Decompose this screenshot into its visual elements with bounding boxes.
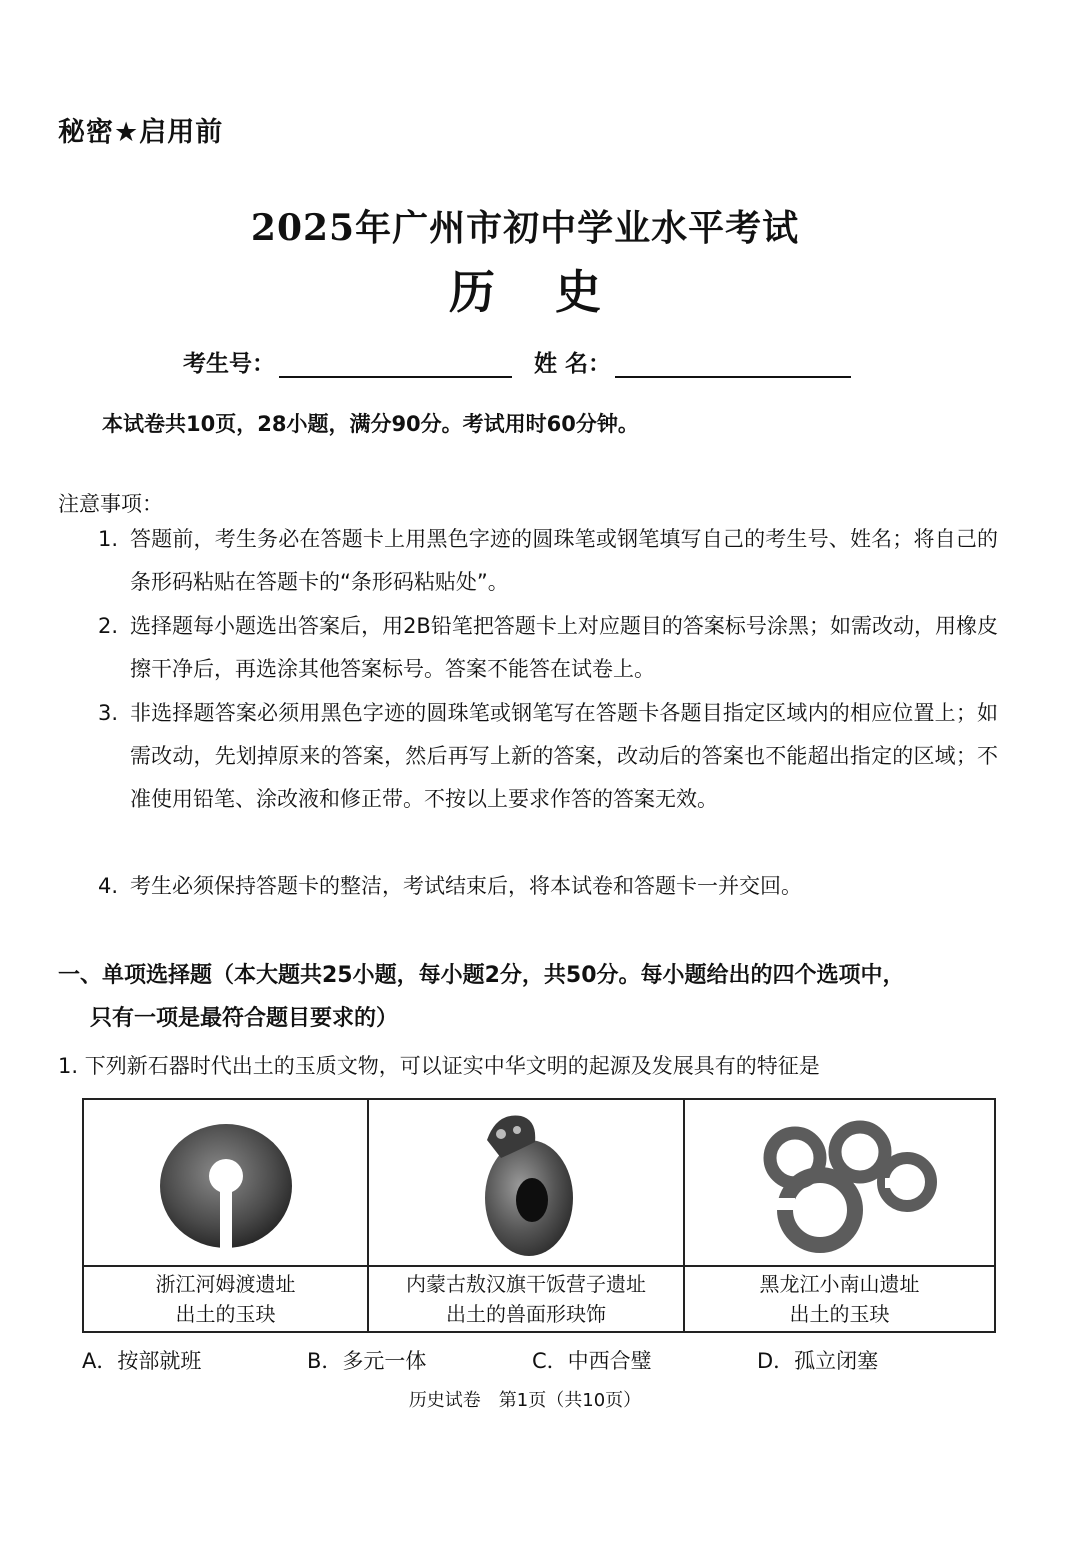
note-item [98,518,998,604]
notes-title: 注意事项： [58,492,163,516]
section-heading-line2: 只有一项是最符合题目要求的） [90,1006,399,1031]
note-item [98,605,998,691]
note-number: 4. [98,874,119,898]
artifact-caption [685,1267,994,1331]
artifact-cell [369,1100,685,1331]
name-blank[interactable] [615,348,851,378]
caption-line: 黑龙江小南山遗址 [759,1272,920,1296]
artifact-table [82,1098,996,1333]
beast-face-jue-icon [369,1100,683,1267]
option-c[interactable]: C．中西合璧 [532,1349,652,1373]
caption-line: 浙江河姆渡遗址 [155,1272,296,1296]
note-text: 答题前，考生务必在答题卡上用黑色字迹的圆珠笔或钢笔填写自己的考生号、姓名；将自己的条形码粘贴在答题卡的“条形码粘贴处”。 [130,527,998,594]
note-text: 选择题每小题选出答案后，用2B铅笔把答题卡上对应题目的答案标号涂黑；如需改动，用橡皮擦干净后，再选涂其他答案标号。答案不能答在试卷上。 [130,614,998,681]
artifact-caption [84,1267,367,1331]
section-heading-line1: 一、单项选择题（本大题共25小题，每小题2分，共50分。每小题给出的四个选项中， [58,963,905,988]
note-number: 2. [98,614,119,638]
artifact-cell [685,1100,994,1331]
exam-title: 2025年广州市初中学业水平考试 [250,207,800,249]
section-heading [58,954,1008,1040]
page-footer: 历史试卷 第1页（共10页） [408,1390,642,1411]
exam-number-label: 考生号： [183,351,275,377]
exam-number-blank[interactable] [279,348,512,378]
option-a[interactable]: A．按部就班 [82,1349,202,1373]
option-b[interactable]: B．多元一体 [307,1349,427,1373]
note-number: 1. [98,527,119,551]
name-label: 姓 名： [534,351,612,377]
note-text: 非选择题答案必须用黑色字迹的圆珠笔或钢笔写在答题卡各题目指定区域内的相应位置上；如需改动，先划掉原来的答案，然后再写上新的答案，改动后的答案也不能超出指定的区域；不准使用铅笔、涂改液和修正带。不按以上要求作答的答案无效。 [130,701,998,811]
note-item [98,865,998,908]
question-stem: 1. 下列新石器时代出土的玉质文物，可以证实中华文明的起源及发展具有的特征是 [58,1054,820,1078]
note-text: 考生必须保持答题卡的整洁，考试结束后，将本试卷和答题卡一并交回。 [130,874,802,898]
note-number: 3. [98,701,119,725]
caption-line: 内蒙古敖汉旗干饭营子遗址 [406,1272,646,1296]
jade-jue-icon [84,1100,367,1267]
option-d[interactable]: D．孤立闭塞 [757,1349,879,1373]
note-item [98,692,998,821]
artifact-cell [84,1100,369,1331]
exam-info: 本试卷共10页，28小题，满分90分。考试用时60分钟。 [102,412,639,436]
caption-line: 出土的兽面形玦饰 [446,1302,606,1326]
answer-options [82,1345,982,1375]
confidential-label: 秘密★启用前 [58,117,224,148]
caption-line: 出土的玉玦 [789,1302,890,1326]
candidate-fields [183,345,851,378]
jade-rings-icon [685,1100,994,1267]
caption-line: 出土的玉玦 [175,1302,276,1326]
artifact-caption [369,1267,683,1331]
subject-title: 历史 [449,265,661,319]
